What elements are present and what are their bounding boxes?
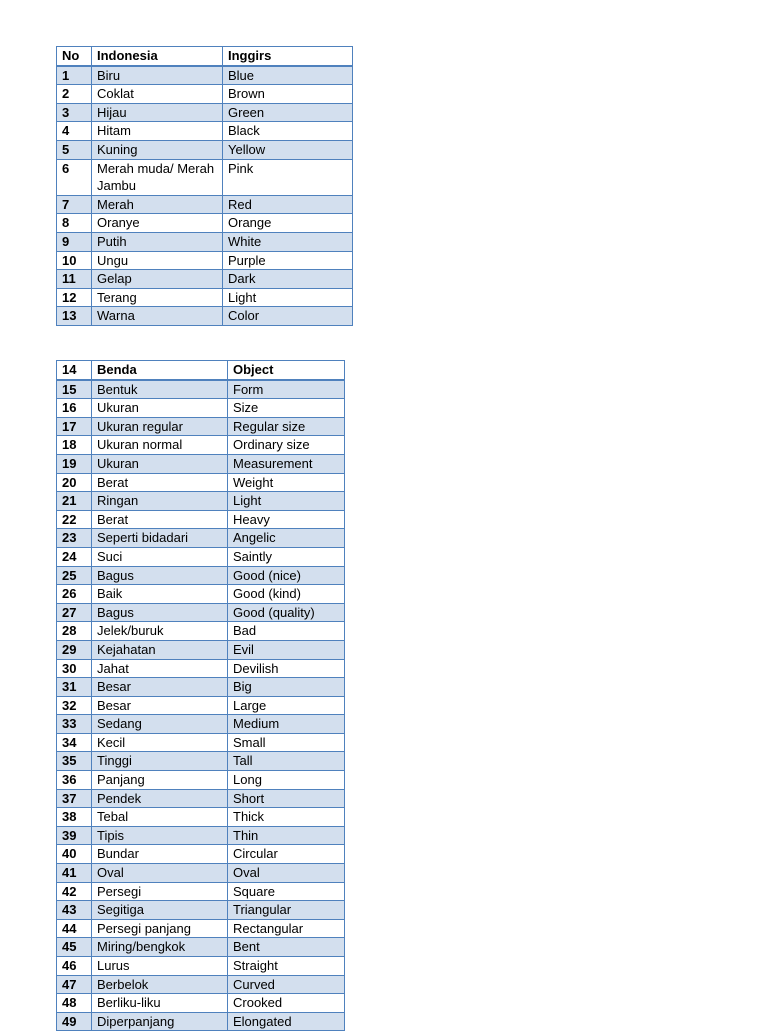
table-row (57, 696, 345, 715)
table-row (57, 251, 353, 270)
english-word: Form (228, 380, 345, 399)
row-number: 13 (57, 307, 92, 326)
indonesian-word: Coklat (92, 85, 223, 104)
table-row (57, 473, 345, 492)
table-row (57, 288, 353, 307)
english-word: Saintly (228, 547, 345, 566)
row-number: 19 (57, 454, 92, 473)
row-number: 26 (57, 585, 92, 604)
row-number: 41 (57, 864, 92, 883)
table-row (57, 66, 353, 85)
row-number: 18 (57, 436, 92, 455)
object-vocabulary-table (56, 360, 345, 1031)
english-word: Heavy (228, 510, 345, 529)
english-word: Evil (228, 640, 345, 659)
row-number: 40 (57, 845, 92, 864)
english-word: Thin (228, 826, 345, 845)
table-row (57, 492, 345, 511)
row-number: 29 (57, 640, 92, 659)
row-number: 43 (57, 901, 92, 920)
header-english: Inggirs (223, 47, 353, 66)
english-word: Elongated (228, 1012, 345, 1031)
english-word: Circular (228, 845, 345, 864)
row-number: 17 (57, 417, 92, 436)
row-number: 44 (57, 919, 92, 938)
row-number: 22 (57, 510, 92, 529)
indonesian-word: Kuning (92, 140, 223, 159)
indonesian-word: Ringan (92, 492, 228, 511)
row-number: 7 (57, 195, 92, 214)
table-row (57, 529, 345, 548)
table-row (57, 659, 345, 678)
english-word: Straight (228, 957, 345, 976)
table-row (57, 771, 345, 790)
table-row (57, 957, 345, 976)
row-number: 6 (57, 159, 92, 195)
indonesian-word: Jelek/buruk (92, 622, 228, 641)
indonesian-word: Hitam (92, 122, 223, 141)
table-row (57, 380, 345, 399)
row-number: 23 (57, 529, 92, 548)
indonesian-word: Besar (92, 678, 228, 697)
row-number: 11 (57, 270, 92, 289)
table-row (57, 140, 353, 159)
indonesian-word: Ukuran normal (92, 436, 228, 455)
table-row (57, 510, 345, 529)
table-row (57, 566, 345, 585)
row-number: 36 (57, 771, 92, 790)
english-word: Bad (228, 622, 345, 641)
indonesian-word: Gelap (92, 270, 223, 289)
table-row (57, 975, 345, 994)
table-row (57, 214, 353, 233)
row-number: 39 (57, 826, 92, 845)
indonesian-word: Berliku-liku (92, 994, 228, 1013)
row-number: 30 (57, 659, 92, 678)
table-row (57, 733, 345, 752)
indonesian-word: Persegi panjang (92, 919, 228, 938)
indonesian-word: Berat (92, 473, 228, 492)
table-row (57, 808, 345, 827)
english-word: Small (228, 733, 345, 752)
english-word: Pink (223, 159, 353, 195)
english-word: Yellow (223, 140, 353, 159)
table-row (57, 882, 345, 901)
row-number: 3 (57, 103, 92, 122)
row-number: 4 (57, 122, 92, 141)
table-row (57, 399, 345, 418)
table-row (57, 640, 345, 659)
indonesian-word: Lurus (92, 957, 228, 976)
english-word: Long (228, 771, 345, 790)
table-row (57, 752, 345, 771)
english-word: Crooked (228, 994, 345, 1013)
table-row (57, 436, 345, 455)
english-word: Ordinary size (228, 436, 345, 455)
indonesian-word: Ukuran (92, 454, 228, 473)
english-word: Good (quality) (228, 603, 345, 622)
indonesian-word: Jahat (92, 659, 228, 678)
indonesian-word: Bagus (92, 566, 228, 585)
indonesian-word: Ukuran (92, 399, 228, 418)
english-word: Brown (223, 85, 353, 104)
indonesian-word: Sedang (92, 715, 228, 734)
row-number: 10 (57, 251, 92, 270)
english-word: Bent (228, 938, 345, 957)
header-english: Object (228, 361, 345, 380)
table-row (57, 195, 353, 214)
row-number: 45 (57, 938, 92, 957)
table-row (57, 307, 353, 326)
indonesian-word: Merah (92, 195, 223, 214)
row-number: 32 (57, 696, 92, 715)
table-row (57, 622, 345, 641)
table-row (57, 901, 345, 920)
indonesian-word: Oranye (92, 214, 223, 233)
row-number: 21 (57, 492, 92, 511)
row-number: 33 (57, 715, 92, 734)
row-number: 12 (57, 288, 92, 307)
indonesian-word: Biru (92, 66, 223, 85)
indonesian-word: Panjang (92, 771, 228, 790)
table-row (57, 938, 345, 957)
row-number: 16 (57, 399, 92, 418)
header-number: No (57, 47, 92, 66)
english-word: Square (228, 882, 345, 901)
color-vocabulary-table (56, 46, 353, 326)
row-number: 9 (57, 232, 92, 251)
row-number: 27 (57, 603, 92, 622)
row-number: 8 (57, 214, 92, 233)
english-word: Blue (223, 66, 353, 85)
english-word: Rectangular (228, 919, 345, 938)
indonesian-word: Bagus (92, 603, 228, 622)
indonesian-word: Tipis (92, 826, 228, 845)
english-word: Dark (223, 270, 353, 289)
english-word: Purple (223, 251, 353, 270)
table-row (57, 789, 345, 808)
english-word: Tall (228, 752, 345, 771)
english-word: Regular size (228, 417, 345, 436)
indonesian-word: Ukuran regular (92, 417, 228, 436)
indonesian-word: Kecil (92, 733, 228, 752)
english-word: Light (228, 492, 345, 511)
english-word: Red (223, 195, 353, 214)
english-word: Oval (228, 864, 345, 883)
indonesian-word: Suci (92, 547, 228, 566)
table-row (57, 678, 345, 697)
indonesian-word: Kejahatan (92, 640, 228, 659)
row-number: 42 (57, 882, 92, 901)
english-word: Good (nice) (228, 566, 345, 585)
row-number: 37 (57, 789, 92, 808)
indonesian-word: Ungu (92, 251, 223, 270)
indonesian-word: Oval (92, 864, 228, 883)
indonesian-word: Berbelok (92, 975, 228, 994)
row-number: 25 (57, 566, 92, 585)
row-number: 15 (57, 380, 92, 399)
header-indonesian: Indonesia (92, 47, 223, 66)
row-number: 48 (57, 994, 92, 1013)
english-word: Thick (228, 808, 345, 827)
english-word: Large (228, 696, 345, 715)
indonesian-word: Warna (92, 307, 223, 326)
row-number: 35 (57, 752, 92, 771)
row-number: 5 (57, 140, 92, 159)
english-word: Good (kind) (228, 585, 345, 604)
table-row (57, 270, 353, 289)
table-row (57, 122, 353, 141)
english-word: White (223, 232, 353, 251)
header-row (57, 47, 353, 66)
row-number: 47 (57, 975, 92, 994)
row-number: 38 (57, 808, 92, 827)
english-word: Medium (228, 715, 345, 734)
table-row (57, 417, 345, 436)
header-indonesian: Benda (92, 361, 228, 380)
indonesian-word: Berat (92, 510, 228, 529)
indonesian-word: Bundar (92, 845, 228, 864)
indonesian-word: Merah muda/ Merah Jambu (92, 159, 223, 195)
english-word: Black (223, 122, 353, 141)
row-number: 2 (57, 85, 92, 104)
header-number: 14 (57, 361, 92, 380)
indonesian-word: Besar (92, 696, 228, 715)
table-row (57, 159, 353, 195)
english-word: Light (223, 288, 353, 307)
indonesian-word: Diperpanjang (92, 1012, 228, 1031)
english-word: Angelic (228, 529, 345, 548)
english-word: Curved (228, 975, 345, 994)
indonesian-word: Miring/bengkok (92, 938, 228, 957)
row-number: 28 (57, 622, 92, 641)
indonesian-word: Seperti bidadari (92, 529, 228, 548)
english-word: Size (228, 399, 345, 418)
table-row (57, 845, 345, 864)
indonesian-word: Bentuk (92, 380, 228, 399)
table-row (57, 454, 345, 473)
table-row (57, 864, 345, 883)
indonesian-word: Putih (92, 232, 223, 251)
english-word: Devilish (228, 659, 345, 678)
indonesian-word: Segitiga (92, 901, 228, 920)
english-word: Short (228, 789, 345, 808)
indonesian-word: Tinggi (92, 752, 228, 771)
table-row (57, 585, 345, 604)
english-word: Orange (223, 214, 353, 233)
english-word: Big (228, 678, 345, 697)
header-row (57, 361, 345, 380)
table-row (57, 603, 345, 622)
table-row (57, 1012, 345, 1031)
table-row (57, 103, 353, 122)
table-row (57, 715, 345, 734)
indonesian-word: Baik (92, 585, 228, 604)
row-number: 49 (57, 1012, 92, 1031)
row-number: 46 (57, 957, 92, 976)
indonesian-word: Hijau (92, 103, 223, 122)
row-number: 1 (57, 66, 92, 85)
english-word: Green (223, 103, 353, 122)
row-number: 24 (57, 547, 92, 566)
table-row (57, 232, 353, 251)
table-row (57, 919, 345, 938)
table-row (57, 547, 345, 566)
row-number: 31 (57, 678, 92, 697)
row-number: 20 (57, 473, 92, 492)
english-word: Weight (228, 473, 345, 492)
table-row (57, 826, 345, 845)
indonesian-word: Pendek (92, 789, 228, 808)
row-number: 34 (57, 733, 92, 752)
table-row (57, 994, 345, 1013)
indonesian-word: Persegi (92, 882, 228, 901)
english-word: Measurement (228, 454, 345, 473)
indonesian-word: Terang (92, 288, 223, 307)
indonesian-word: Tebal (92, 808, 228, 827)
english-word: Triangular (228, 901, 345, 920)
english-word: Color (223, 307, 353, 326)
table-row (57, 85, 353, 104)
